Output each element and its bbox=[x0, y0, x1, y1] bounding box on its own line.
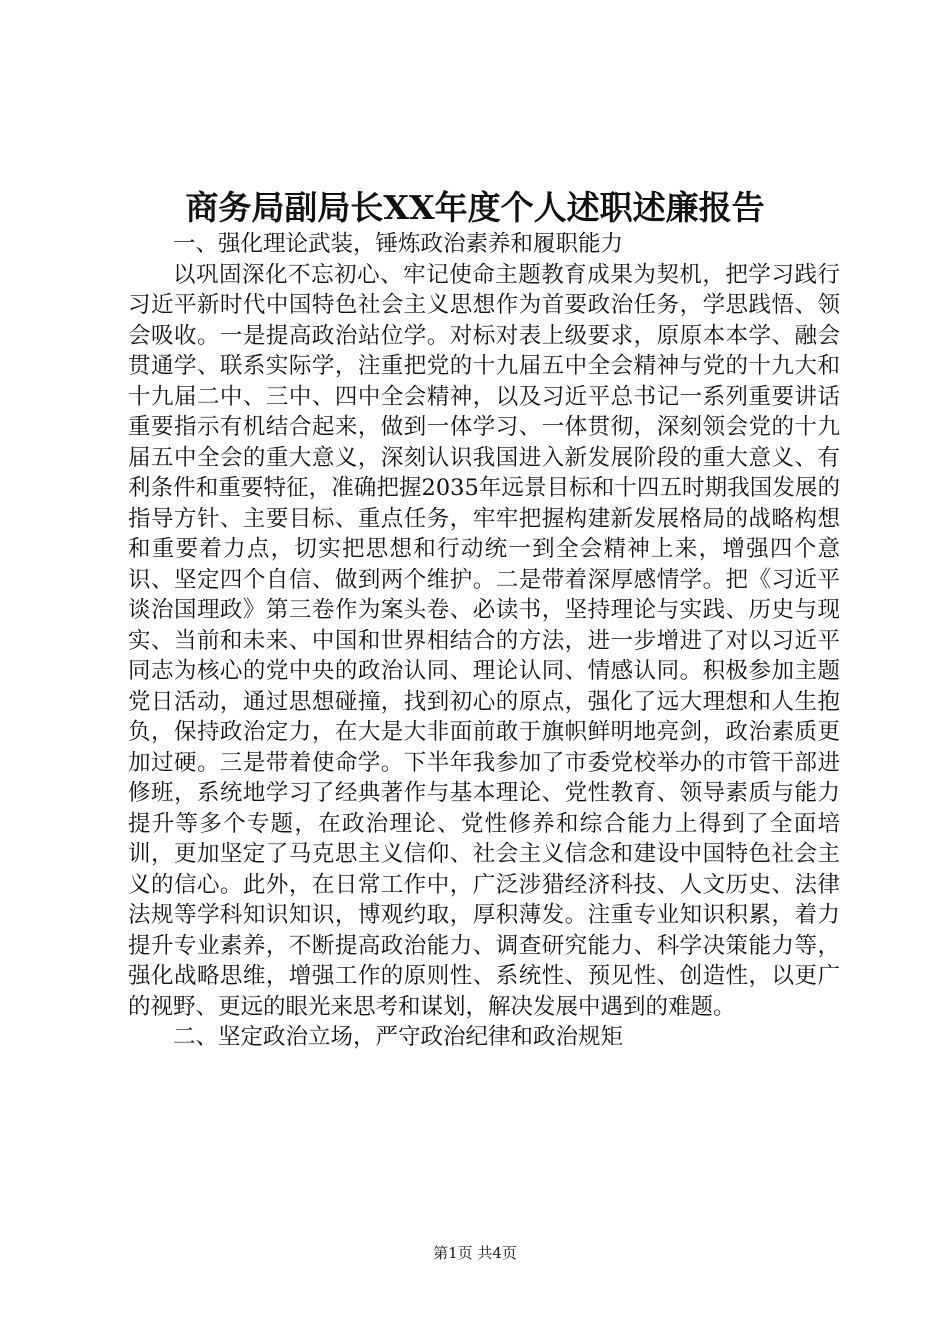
document-body bbox=[128, 229, 840, 1053]
section-2-heading: 二、坚定政治立场，严守政治纪律和政治规矩 bbox=[173, 1024, 624, 1050]
page-number-footer: 第1页 共4页 bbox=[433, 1244, 517, 1262]
section-1-paragraph: 以巩固深化不忘初心、牢记使命主题教育成果为契机，把学习践行习近平新时代中国特色社会主义思想作为首要政治任务，学思践悟、领会吸收。一是提高政治站位学。对标对表上级要求，原原本本学、融会贯通学、联系实际学，注重把党的十九届五中全会精神与党的十九大和十九届二中、三中、四中全会精神，以及习近平总书记一系列重要讲话重要指示有机结合起来，做到一体学习、一体贯彻，深刻领会党的十九届五中全会的重大意义，深刻认识我国进入新发展阶段的重大意义、有利条件和重要特征，准确把握2035年远景目标和十四五时期我国发展的指导方针、主要目标、重点任务，牢牢把握构建新发展格局的战略构想和重要着力点，切实把思想和行动统一到全会精神上来，增强四个意识、坚定四个自信、做到两个维护。二是带着深厚感情学。把《习近平谈治国理政》第三卷作为案头卷、必读书，坚持理论与实践、历史与现实、当前和未来、中国和世界相结合的方法，进一步增进了对以习近平同志为核心的党中央的政治认同、理论认同、情感认同。积极参加主题党日活动，通过思想碰撞，找到初心的原点，强化了远大理想和人生抱负，保持政治定力，在大是大非面前敢于旗帜鲜明地亮剑，政治素质更加过硬。三是带着使命学。下半年我参加了市委党校举办的市管干部进修班，系统地学习了经典著作与基本理论、党性教育、领导素质与能力提升等多个专题，在政治理论、党性修养和综合能力上得到了全面培训，更加坚定了马克思主义信仰、社会主义信念和建设中国特色社会主义的信心。此外，在日常工作中，广泛涉猎经济科技、人文历史、法律法规等学科知识知识，博观约取，厚积薄发。注重专业知识积累，着力提升专业素养，不断提高政治能力、调查研究能力、科学决策能力等，强化战略思维，增强工作的原则性、系统性、预见性、创造性，以更广的视野、更远的眼光来思考和谋划，解决发展中遇到的难题。 bbox=[128, 261, 840, 1020]
section-1-heading: 一、强化理论武装，锤炼政治素养和履职能力 bbox=[173, 231, 624, 257]
document-title: 商务局副局长XX年度个人述职述廉报告 bbox=[185, 188, 765, 227]
